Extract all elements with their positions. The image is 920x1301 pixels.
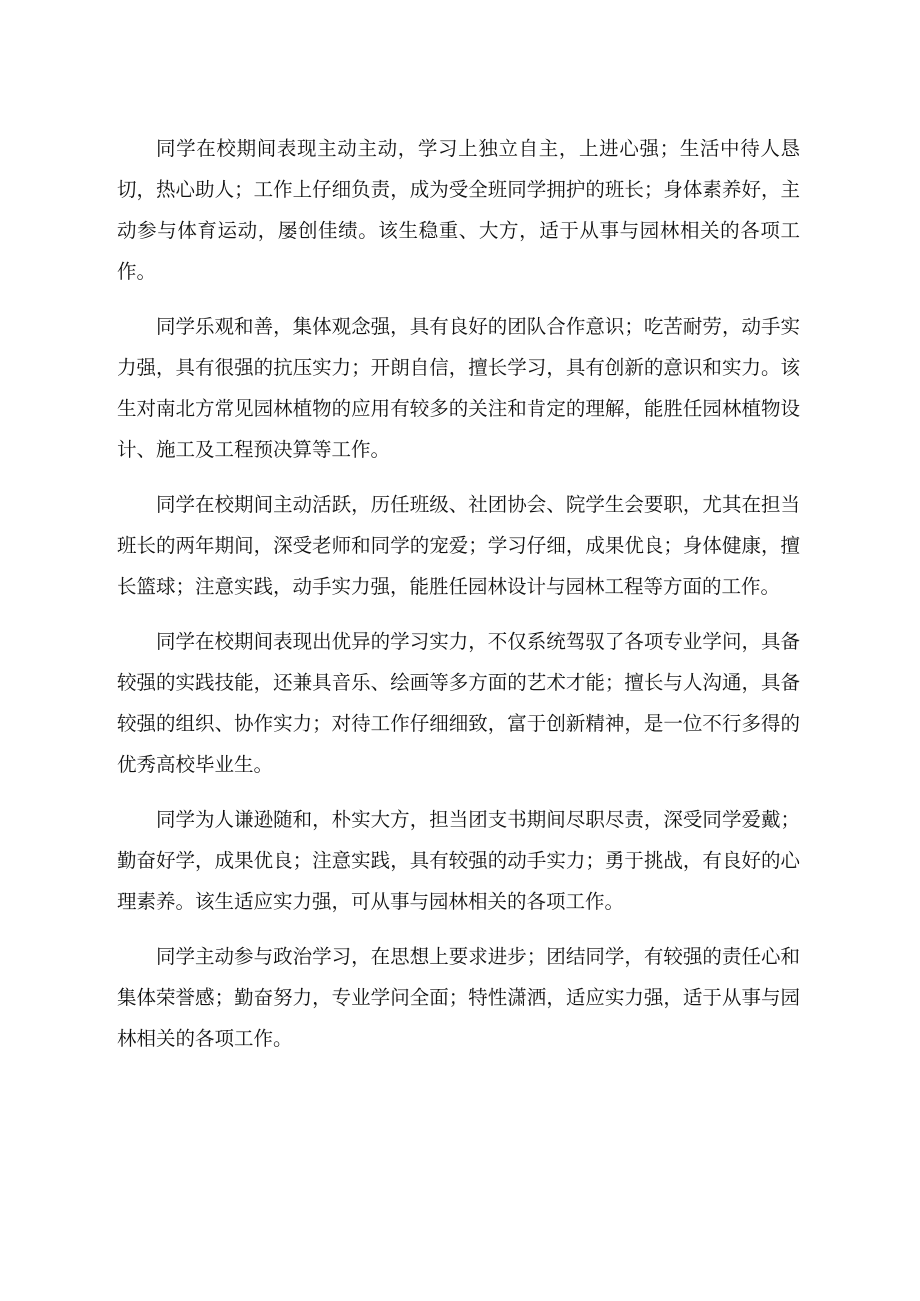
document-body (117, 128, 800, 1073)
paragraph-6: 同学主动参与政治学习，在思想上要求进步；团结同学，有较强的责任心和集体荣誉感；勤奋努力，专业学问全面；特性潇洒，适应实力强，适于从事与园林相关的各项工作。 (117, 945, 800, 1050)
paragraph-1: 同学在校期间表现主动主动，学习上独立自主，上进心强；生活中待人恳切，热心助人；工作上仔细负责，成为受全班同学拥护的班长；身体素养好，主动参与体育运动，屡创佳绩。该生稳重、大方，适于从事与园林相关的各项工作。 (117, 137, 800, 283)
paragraph-4: 同学在校期间表现出优异的学习实力，不仅系统驾驭了各项专业学问，具备较强的实践技能，还兼具音乐、绘画等多方面的艺术才能；擅长与人沟通，具备较强的组织、协作实力；对待工作仔细细致，富于创新精神，是一位不行多得的优秀高校毕业生。 (117, 630, 800, 776)
paragraph-3: 同学在校期间主动活跃，历任班级、社团协会、院学生会要职，尤其在担当班长的两年期间，深受老师和同学的宠爱；学习仔细，成果优良；身体健康，擅长篮球；注意实践，动手实力强，能胜任园林设计与园林工程等方面的工作。 (117, 493, 800, 598)
paragraph-2: 同学乐观和善，集体观念强，具有良好的团队合作意识；吃苦耐劳，动手实力强，具有很强的抗压实力；开朗自信，擅长学习，具有创新的意识和实力。该生对南北方常见园林植物的应用有较多的关注和肯定的理解，能胜任园林植物设计、施工及工程预决算等工作。 (117, 315, 800, 461)
paragraph-5: 同学为人谦逊随和，朴实大方，担当团支书期间尽职尽责，深受同学爱戴；勤奋好学，成果优良；注意实践，具有较强的动手实力；勇于挑战，有良好的心理素养。该生适应实力强，可从事与园林相关的各项工作。 (117, 808, 800, 913)
